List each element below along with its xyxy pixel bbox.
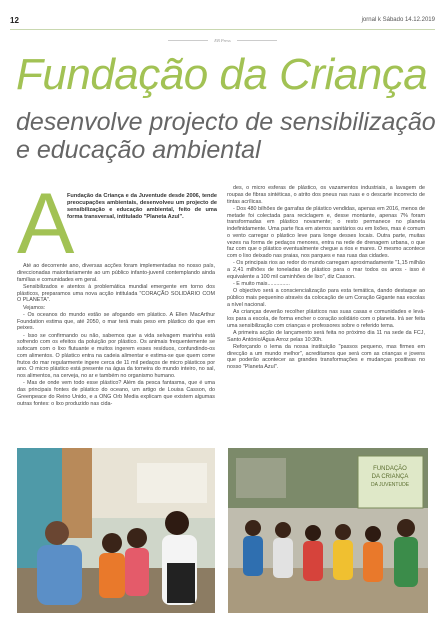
paragraph: Vejamos: bbox=[23, 304, 46, 311]
paragraph: Sensibilizados e atentos à problemática mundial emergente em torno dos plásticos, preparamos uma nova acção intitulada "CORAÇÃO SOLIDÁRIO COM O PLANETA". bbox=[17, 283, 215, 304]
paragraph: - Os principais rios ao redor do mundo carregam aproximadamente "1,15 milhão a 2,41 milhões de toneladas de plástico para o mar todos os anos - isso é equivalente a 100 mil caminhões de lixo", diz Casson. bbox=[227, 260, 425, 280]
photo-children-classroom bbox=[17, 448, 215, 613]
paragraph: Até ao decorrente ano, diversas acções foram implementadas no nosso país, direccionadas maioritariamente ao um público infanto-juvenil contemplando ainda famílias e comunidades em geral. bbox=[17, 263, 215, 283]
paragraph: A primeira acção de lançamento será feita no próximo dia 11 na sede da FCJ, Santo António/Água Arroz pelas 10:30h. bbox=[227, 329, 425, 343]
paragraph: - Os oceanos do mundo estão se afogando em plástico. A Ellen MacArthur Foundation estima que, até 2050, o mar terá mais peso em plástico do que em peixes. bbox=[17, 311, 215, 332]
drop-cap: A bbox=[17, 176, 75, 272]
photo-illustration bbox=[228, 448, 428, 613]
paragraph: des, o micro esferas de plástico, os vazamentos industriais, a lavagem de roupas de fibras sintéticas, o atrito dos pneus nas ruas e o descarte incorrecto de tintas acrílicas. bbox=[227, 185, 425, 205]
page-number: 12 bbox=[10, 16, 19, 25]
paragraph: Reforçando o lema da nossa instituição "passos pequeno, mas firmes em direcção a um mundo melhor", acreditamos que será com as crianças e jovens que poderão acontecer as grandes transformações e mudanças positivas no nosso "Planeta Azul". bbox=[227, 343, 425, 370]
paragraph: O objectivo será a consciencialização para esta temática, dando destaque ao público mais pequenino através da colocação de um Coração Gigante nas escolas a nível nacional. bbox=[227, 288, 425, 308]
banner-text-1: FUNDAÇÃO bbox=[373, 466, 407, 472]
article-lead bbox=[17, 176, 217, 272]
article-subtitle: desenvolve projecto de sensibilização e educação ambiental bbox=[16, 108, 436, 164]
paragraph: - E muito mais............... bbox=[233, 281, 290, 287]
banner-text-2: DA CRIANÇA bbox=[371, 474, 409, 480]
page-header bbox=[10, 16, 435, 28]
paragraph: - Dos 480 bilhões de garrafas de plástico vendidas, apenas em 2016, menos de metade foi colectada para reciclagem e, desse montante, apenas 7% foram transformadas em plástico novamente; o resto permanece no planeta indefinidamente. Uma parte fica em aterros sanitários ou em lixões, mas é comum o vento carregar o plástico leve para longe desses locais. Outra parte, muitas vezes na forma de pedaços menores, entra na rede de drenagem urbana, o que faz com que o plástico eventualmente chegue a rios e mares. O mesmo acontece com o lixo deixado nas praias, nos parques e nas ruas das cidades. bbox=[227, 205, 425, 259]
photo-illustration bbox=[17, 448, 215, 613]
issue-date: jornal k Sábado 14.12.2019 bbox=[361, 17, 435, 23]
header-rule bbox=[10, 29, 435, 30]
section-label: EB Press bbox=[0, 38, 445, 43]
paragraph: As crianças deverão recolher plásticos nas suas casas e comunidades e levá-los para a escola, de forma encher o coração solidário com o planeta. Irá ser feita uma sensibilização com crianças e professores sobre o referido tema. bbox=[227, 309, 425, 329]
article-column-right bbox=[227, 185, 425, 371]
article-title: Fundação da Criança bbox=[16, 50, 428, 99]
banner-text-3: DA JUVENTUDE bbox=[370, 482, 410, 488]
lead-text: Fundação da Criança e da Juventude desde 2006, tende preocupações ambientais, desenvolveu um projecto de sensibilização e educação ambiental, feito de uma forma transversal, intitulado "Planeta Azul". bbox=[67, 193, 217, 220]
paragraph: - Isso se confirmando ou não, sabemos que a vida selvagem marinha está sofrendo com os efeitos da poluição por plástico. Os animais frequentemente se sufocam com o lixo flutuante e muitos ingerem esses resíduos, confundindo-os com alimentos. O plástico entra na cadeia alimentar e estima-se que quem come frutos do mar regularmente ingere cerca de 11 mil pedaços de micro plásticos por ano. O micro plástico está presente na água da torneira do mundo inteiro, no sal, nos alimentos, na cerveja, no ar e também no organismo humano. bbox=[17, 332, 215, 379]
paragraph: - Mas de onde vem todo esse plástico? Além da pesca fantasma, que é uma das principais fontes de plástico do oceano, um artigo de Louisa Casson, do Greenpeace do Reino Unido, e a ONG Orb Media explicam que existem algumas outras fontes: o lixo produzido nas cida- bbox=[17, 380, 215, 407]
photo-group-banner bbox=[228, 448, 428, 613]
article-column-left bbox=[17, 176, 217, 408]
